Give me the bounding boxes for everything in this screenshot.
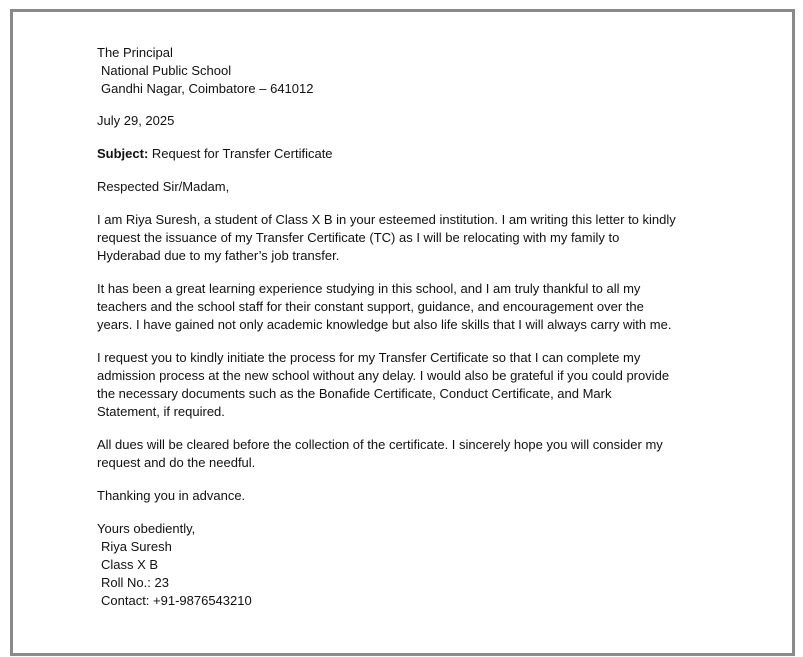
subject-label: Subject: bbox=[97, 146, 149, 161]
paragraph-line: request the issuance of my Transfer Certificate (TC) as I will be relocating with my family to bbox=[97, 230, 620, 245]
thanks-line bbox=[97, 487, 737, 505]
sender-roll: Roll No.: 23 bbox=[101, 575, 169, 590]
paragraph-line: All dues will be cleared before the collection of the certificate. I sincerely hope you will consider my bbox=[97, 437, 663, 452]
recipient-line: Gandhi Nagar, Coimbatore – 641012 bbox=[101, 81, 314, 96]
letter-date bbox=[97, 112, 737, 130]
salutation bbox=[97, 178, 737, 196]
paragraph-3 bbox=[97, 349, 737, 421]
subject-text: Request for Transfer Certificate bbox=[148, 146, 333, 161]
sender-class: Class X B bbox=[101, 557, 159, 572]
recipient-line: National Public School bbox=[101, 63, 232, 78]
sender-name: Riya Suresh bbox=[101, 539, 172, 554]
paragraph-line: request and do the needful. bbox=[97, 455, 256, 470]
thanks-text: Thanking you in advance. bbox=[97, 488, 246, 503]
paragraph-line: I request you to kindly initiate the process for my Transfer Certificate so that I can complete my bbox=[97, 350, 641, 365]
paragraph-line: It has been a great learning experience studying in this school, and I am truly thankful to all my bbox=[97, 281, 641, 296]
paragraph-line: Hyderabad due to my father’s job transfer. bbox=[97, 248, 340, 263]
closing-block bbox=[97, 520, 737, 610]
paragraph-4 bbox=[97, 436, 737, 472]
salutation-text: Respected Sir/Madam, bbox=[97, 179, 230, 194]
paragraph-line: I am Riya Suresh, a student of Class X B in your esteemed institution. I am writing this letter to kindly bbox=[97, 212, 676, 227]
paragraph-line: Statement, if required. bbox=[97, 404, 225, 419]
paragraph-1 bbox=[97, 211, 737, 265]
letter-body bbox=[97, 44, 737, 610]
paragraph-line: teachers and the school staff for their constant support, guidance, and encouragement over the bbox=[97, 299, 644, 314]
recipient-line: The Principal bbox=[97, 45, 173, 60]
subject-line bbox=[97, 145, 737, 163]
valediction: Yours obediently, bbox=[97, 521, 196, 536]
paragraph-line: years. I have gained not only academic knowledge but also life skills that I will always carry with me. bbox=[97, 317, 672, 332]
recipient-address bbox=[97, 44, 737, 98]
paragraph-2 bbox=[97, 280, 737, 334]
date-text: July 29, 2025 bbox=[97, 113, 175, 128]
paragraph-line: admission process at the new school without any delay. I would also be grateful if you could provide bbox=[97, 368, 670, 383]
sender-contact: Contact: +91-9876543210 bbox=[101, 593, 252, 608]
letter-page bbox=[10, 9, 795, 656]
paragraph-line: the necessary documents such as the Bonafide Certificate, Conduct Certificate, and Mark bbox=[97, 386, 612, 401]
